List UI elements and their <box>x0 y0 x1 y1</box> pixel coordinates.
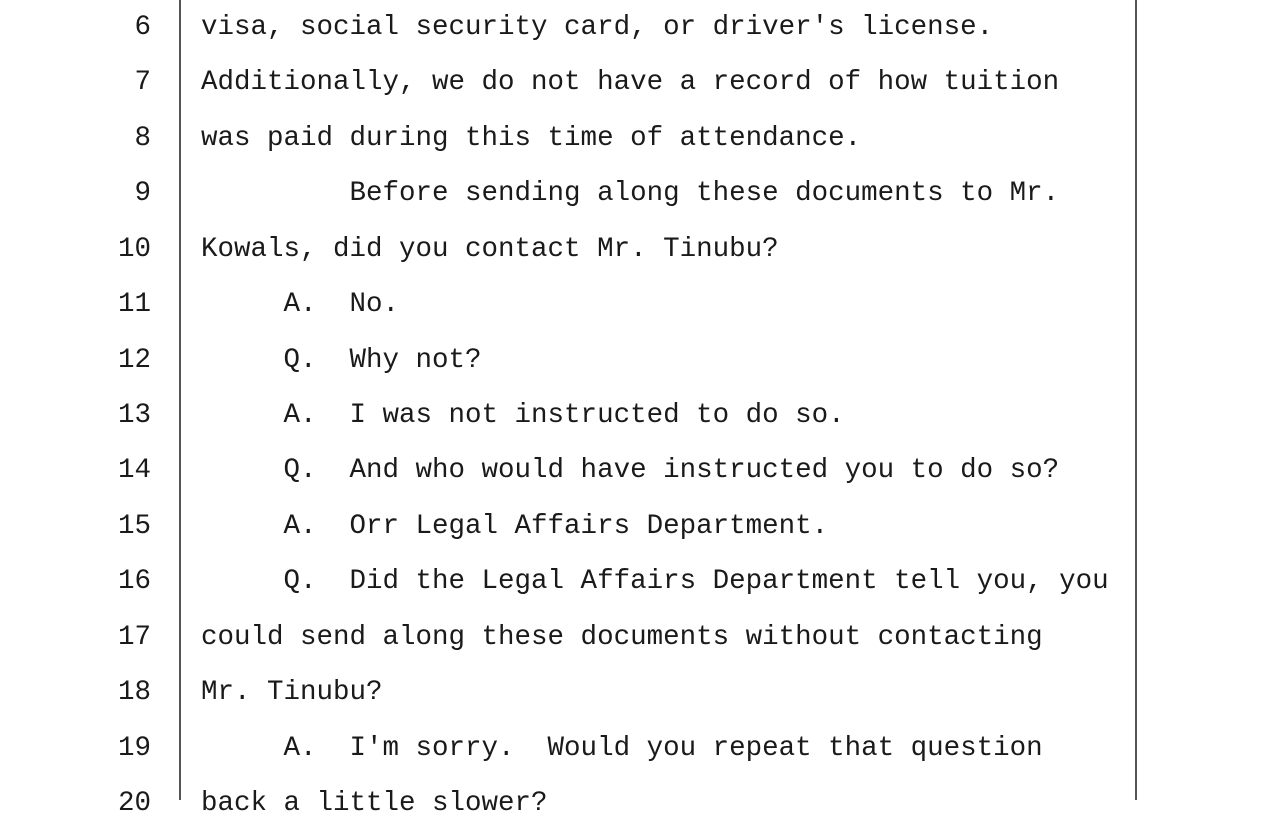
line-number: 10 <box>117 234 151 265</box>
line-number: 9 <box>134 178 151 209</box>
line-text: Mr. Tinubu? <box>201 677 383 708</box>
line-number: 17 <box>117 622 151 653</box>
transcript-line <box>0 290 1275 320</box>
transcript-line <box>0 512 1275 542</box>
transcript-line <box>0 623 1275 653</box>
line-number: 8 <box>134 123 151 154</box>
line-text: A. Orr Legal Affairs Department. <box>201 511 829 542</box>
line-text: Q. Did the Legal Affairs Department tell you, you <box>201 566 1109 597</box>
line-text: Before sending along these documents to Mr. <box>201 178 1060 209</box>
transcript-line <box>0 770 1275 819</box>
transcript-line <box>0 456 1275 486</box>
transcript-line <box>0 401 1275 431</box>
transcript-line <box>0 235 1275 265</box>
line-number: 14 <box>117 455 151 486</box>
line-number: 6 <box>134 12 151 43</box>
line-text: could send along these documents without contacting <box>201 622 1043 653</box>
line-text: A. I was not instructed to do so. <box>201 400 845 431</box>
transcript-line <box>0 734 1275 764</box>
transcript-line <box>0 179 1275 209</box>
transcript-line <box>0 346 1275 376</box>
line-number: 12 <box>117 345 151 376</box>
transcript-line <box>0 567 1275 597</box>
line-number: 13 <box>117 400 151 431</box>
line-text: Additionally, we do not have a record of how tuition <box>201 67 1060 98</box>
line-number: 18 <box>117 677 151 708</box>
line-text: back a little slower? <box>201 788 548 819</box>
line-text: visa, social security card, or driver's license. <box>201 12 994 43</box>
transcript-line <box>0 678 1275 708</box>
line-text: Kowals, did you contact Mr. Tinubu? <box>201 234 779 265</box>
line-number: 20 <box>117 788 151 819</box>
transcript-line <box>0 68 1275 98</box>
line-number: 7 <box>134 67 151 98</box>
line-number: 19 <box>117 733 151 764</box>
line-number: 11 <box>117 289 151 320</box>
line-text: Q. Why not? <box>201 345 482 376</box>
line-number: 16 <box>117 566 151 597</box>
line-number: 15 <box>117 511 151 542</box>
line-text: was paid during this time of attendance. <box>201 123 862 154</box>
line-text: A. I'm sorry. Would you repeat that question <box>201 733 1043 764</box>
transcript-line <box>0 124 1275 154</box>
transcript-line <box>0 13 1275 43</box>
line-text: A. No. <box>201 289 400 320</box>
line-text: Q. And who would have instructed you to do so? <box>201 455 1060 486</box>
